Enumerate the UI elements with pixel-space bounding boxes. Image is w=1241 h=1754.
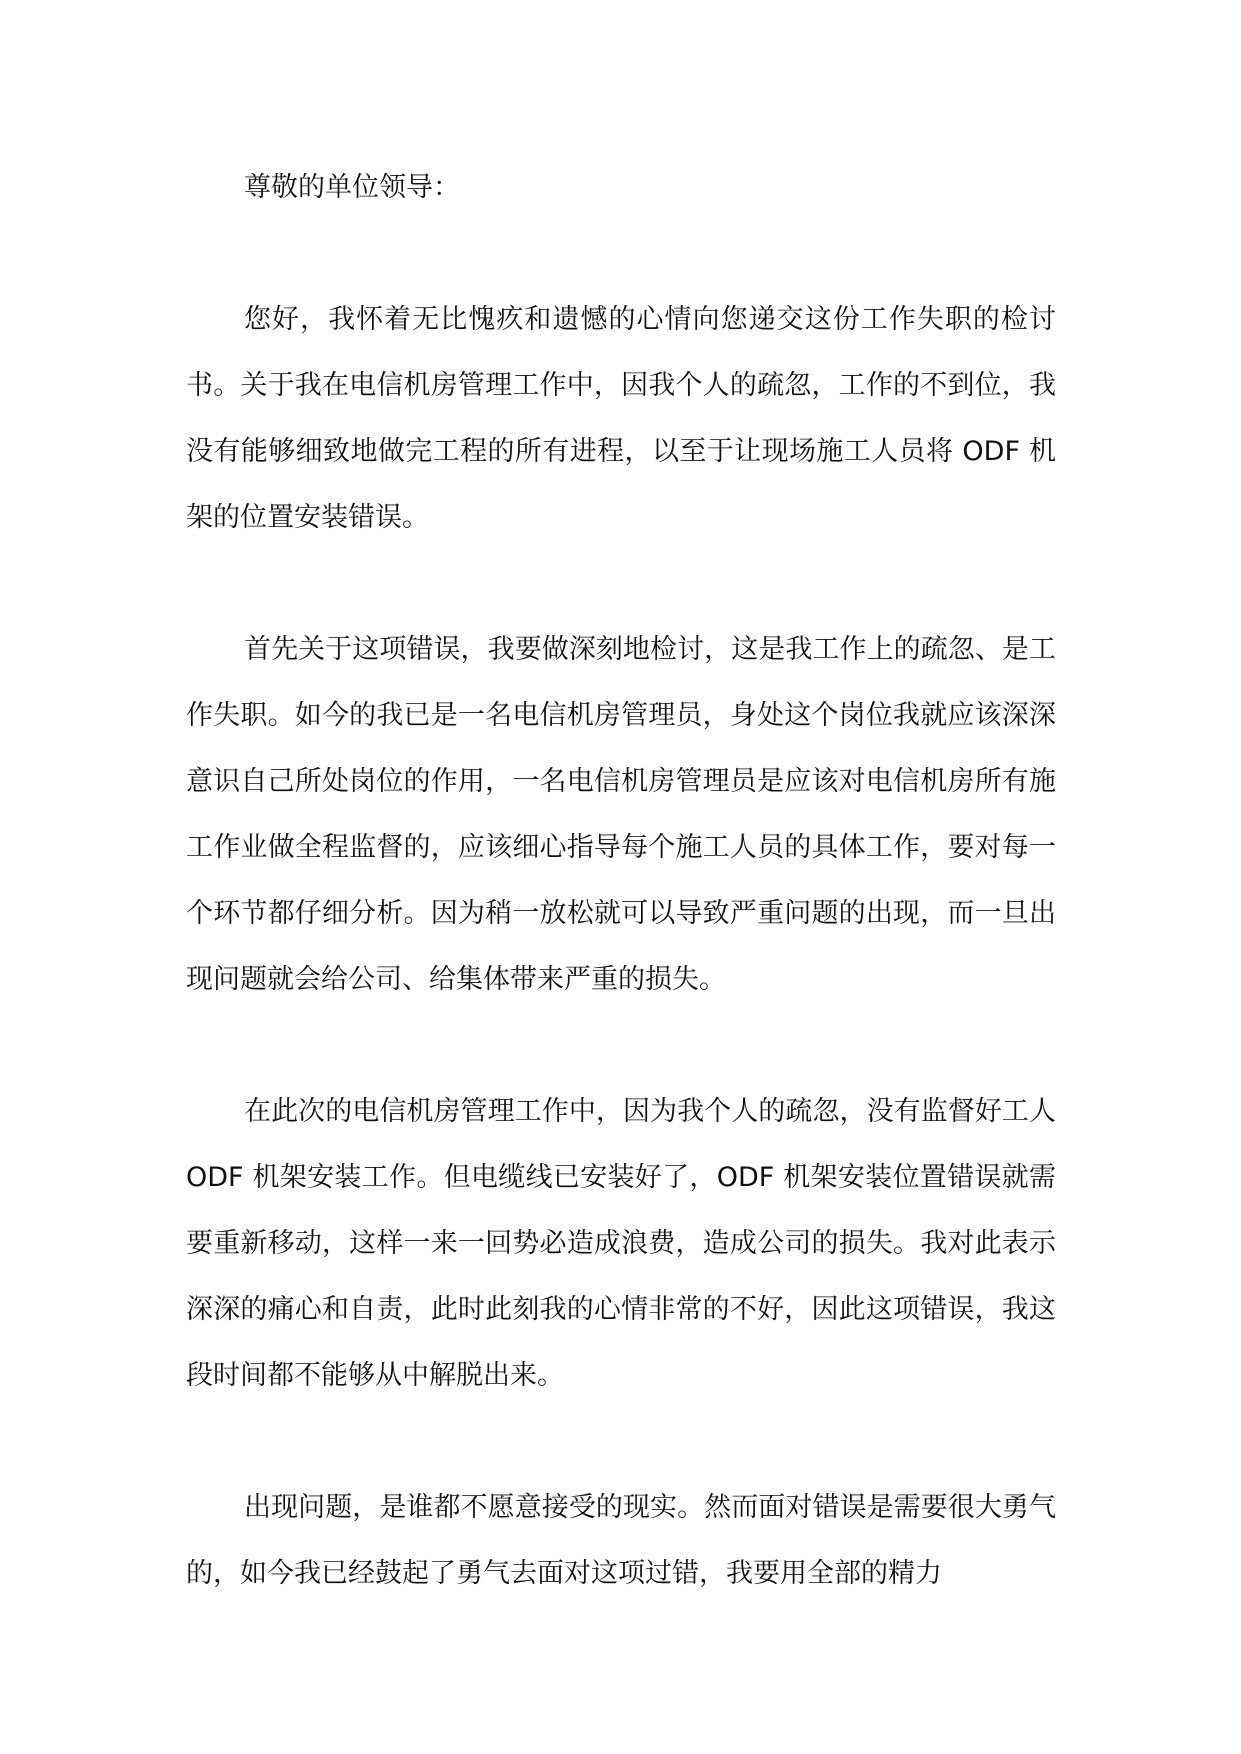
salutation: 尊敬的单位领导： <box>244 172 460 203</box>
paragraph-greeting: 您好，我怀着无比愧疚和遗憾的心情向您递交这份工作失职的检讨书。关于我在电信机房管理工作中，因我个人的疏忽，工作的不到位，我没有能够细致地做完工程的所有进程，以至于让现场施工人员将 ODF 机架的位置安装错误。 <box>186 304 1056 533</box>
letter-body <box>186 155 1056 1607</box>
paragraph-incident: 在此次的电信机房管理工作中，因为我个人的疏忽，没有监督好工人 ODF 机架安装工作。但电缆线已安装好了，ODF 机架安装位置错误就需要重新移动，这样一来一回势必造成浪费，造成公司的损失。我对此表示深深的痛心和自责，此时此刻我的心情非常的不好，因此这项错误，我这段时间都不能够从中解脱出来。 <box>186 1096 1056 1391</box>
paragraph-self-reflection: 首先关于这项错误，我要做深刻地检讨，这是我工作上的疏忽、是工作失职。如今的我已是一名电信机房管理员，身处这个岗位我就应该深深意识自己所处岗位的作用，一名电信机房管理员是应该对电信机房所有施工作业做全程监督的，应该细心指导每个施工人员的具体工作，要对每一个环节都仔细分析。因为稍一放松就可以导致严重问题的出现，而一旦出现问题就会给公司、给集体带来严重的损失。 <box>186 634 1056 995</box>
paragraph-facing-mistake: 出现问题，是谁都不愿意接受的现实。然而面对错误是需要很大勇气的，如今我已经鼓起了勇气去面对这项过错，我要用全部的精力 <box>186 1492 1056 1589</box>
